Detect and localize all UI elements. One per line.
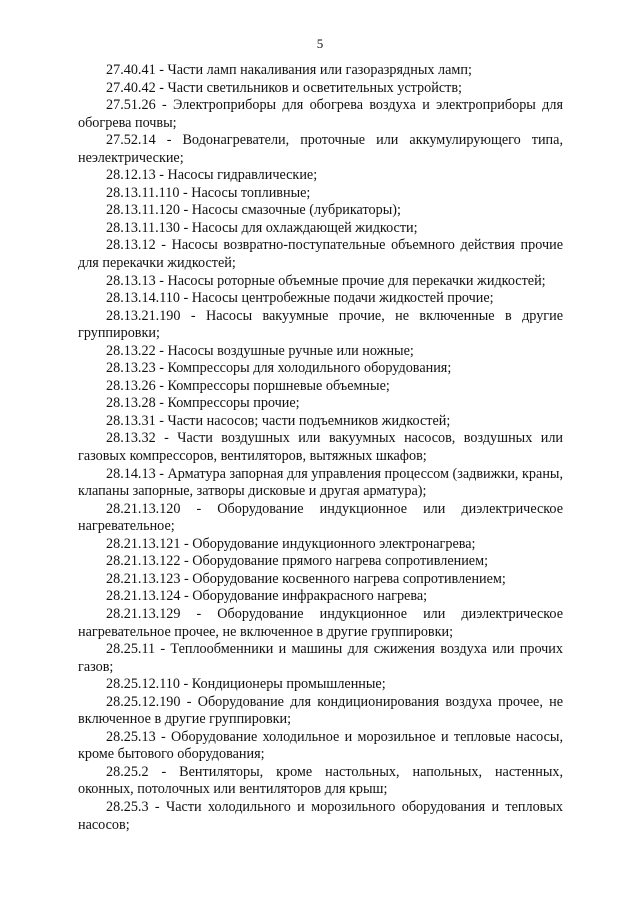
list-item: 28.21.13.121 - Оборудование индукционного электронагрева; [106, 535, 476, 552]
list-item: 28.13.32 - Части воздушных или вакуумных насосов, воздушных или газовых компрессоров, вентиляторов, вытяжных шкафов; [78, 430, 563, 465]
list-item: 28.21.13.120 - Оборудование индукционное или диэлектрическое нагревательное; [78, 500, 563, 535]
list-item: 28.13.21.190 - Насосы вакуумные прочие, не включенные в другие группировки; [78, 307, 563, 342]
list-item: 28.13.26 - Компрессоры поршневые объемные; [106, 377, 390, 394]
list-item: 28.25.12.110 - Кондиционеры промышленные; [106, 676, 386, 693]
list-item: 28.13.13 - Насосы роторные объемные прочие для перекачки жидкостей; [106, 272, 546, 289]
list-item: 28.13.11.120 - Насосы смазочные (лубрикаторы); [106, 202, 401, 219]
list-item: 28.25.11 - Теплообменники и машины для сжижения воздуха или прочих газов; [78, 641, 563, 675]
list-item: 28.13.11.110 - Насосы топливные; [106, 184, 311, 201]
list-item: 28.13.31 - Части насосов; части подъемников жидкостей; [106, 412, 451, 429]
page-number: 5 [316, 36, 324, 51]
list-item: 27.51.26 - Электроприборы для обогрева воздуха и электроприборы для обогрева почвы; [78, 97, 563, 131]
list-item: 28.25.12.190 - Оборудование для кондиционирования воздуха прочее, не включенное в другие группировки; [78, 693, 563, 728]
list-item: 28.14.13 - Арматура запорная для управления процессом (задвижки, краны, клапаны запорные, затворы дисковые и другая арматура); [78, 465, 563, 500]
list-item: 27.40.41 - Части ламп накаливания или газоразрядных ламп; [106, 62, 472, 78]
list-item: 28.12.13 - Насосы гидравлические; [106, 167, 318, 184]
document-body [78, 62, 563, 834]
list-item: 27.40.42 - Части светильников и осветительных устройств; [106, 79, 462, 96]
list-item: 28.13.14.110 - Насосы центробежные подачи жидкостей прочие; [106, 290, 494, 307]
list-item: 28.13.12 - Насосы возвратно-поступательные объемного действия прочие для перекачки жидкостей; [78, 237, 563, 272]
list-item: 28.25.3 - Части холодильного и морозильного оборудования и тепловых насосов; [78, 798, 563, 833]
list-item: 28.25.2 - Вентиляторы, кроме настольных, напольных, настенных, оконных, потолочных или вентиляторов для крыш; [78, 763, 563, 798]
list-item: 28.13.28 - Компрессоры прочие; [106, 395, 300, 412]
list-item: 28.21.13.124 - Оборудование инфракрасного нагрева; [106, 588, 428, 605]
list-item: 28.13.11.130 - Насосы для охлаждающей жидкости; [106, 219, 418, 236]
list-item: 27.52.14 - Водонагреватели, проточные или аккумулирующего типа, неэлектрические; [78, 132, 563, 166]
list-item: 28.13.23 - Компрессоры для холодильного оборудования; [106, 360, 452, 377]
list-item: 28.13.22 - Насосы воздушные ручные или ножные; [106, 342, 414, 359]
list-item: 28.21.13.129 - Оборудование индукционное или диэлектрическое нагревательное прочее, не включенное в другие группировки; [78, 605, 563, 640]
list-item: 28.21.13.122 - Оборудование прямого нагрева сопротивлением; [106, 553, 489, 570]
list-item: 28.21.13.123 - Оборудование косвенного нагрева сопротивлением; [106, 570, 506, 587]
list-item: 28.25.13 - Оборудование холодильное и морозильное и тепловые насосы, кроме бытового оборудования; [78, 728, 563, 763]
